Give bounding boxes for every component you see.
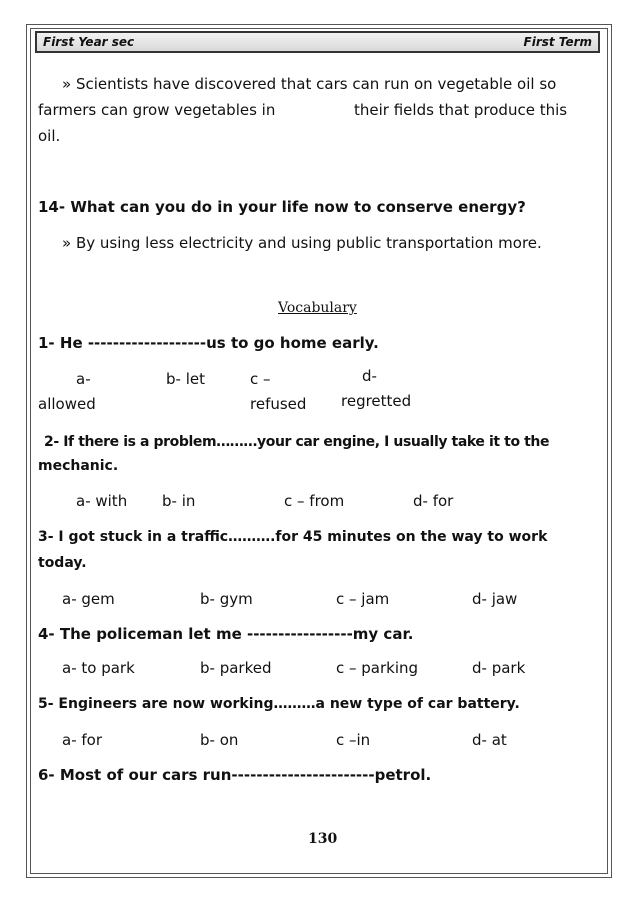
question-6: 6- Most of our cars run-----------------------petrol. [38,766,432,784]
question-14: 14- What can you do in your life now to conserve energy? [38,198,526,216]
q2-option-a: a- with [76,492,128,510]
q4-option-a: a- to park [62,659,135,677]
q3-option-c: c – jam [336,590,390,608]
question-4: 4- The policeman let me -----------------my car. [38,625,414,643]
q2-option-c: c – from [284,492,345,510]
q3-option-b: b- gym [200,590,253,608]
paragraph-line-3: oil. [38,127,61,145]
page-number: 130 [308,831,338,847]
answer-14: » By using less electricity and using public transportation more. [62,234,542,252]
q1-option-d: d- [362,367,377,385]
q1-option-c-word: refused [250,395,307,413]
page-header [35,31,600,53]
paragraph-line-1: » Scientists have discovered that cars can run on vegetable oil so [62,75,557,93]
paragraph-line-2a: farmers can grow vegetables in [38,101,276,119]
q2-option-b: b- in [162,492,196,510]
question-3-line-2: today. [38,555,87,571]
q5-option-d: d- at [472,731,507,749]
q3-option-a: a- gem [62,590,115,608]
q4-option-c: c – parking [336,659,419,677]
question-2-line-1: 2- If there is a problem………your car engine, I usually take it to the [44,434,550,450]
q5-option-b: b- on [200,731,239,749]
q2-option-d: d- for [413,492,454,510]
q4-option-b: b- parked [200,659,272,677]
q1-option-a-word: allowed [38,395,96,413]
q1-option-a: a- [76,370,91,388]
q1-option-c: c – [250,370,271,388]
q3-option-d: d- jaw [472,590,518,608]
header-left: First Year sec [43,35,135,49]
q5-option-a: a- for [62,731,102,749]
section-title: Vocabulary [278,300,357,316]
question-3-line-1: 3- I got stuck in a traffic……….for 45 minutes on the way to work [38,529,548,545]
question-1: 1- He -------------------us to go home early. [38,334,379,352]
q4-option-d: d- park [472,659,526,677]
paragraph-line-2b: their fields that produce this [354,101,568,119]
q1-option-b: b- let [166,370,205,388]
question-2-line-2: mechanic. [38,458,119,474]
q5-option-c: c –in [336,731,371,749]
question-5: 5- Engineers are now working………a new type of car battery. [38,696,520,712]
q1-option-d-word: regretted [341,392,412,410]
header-right: First Term [523,35,592,49]
